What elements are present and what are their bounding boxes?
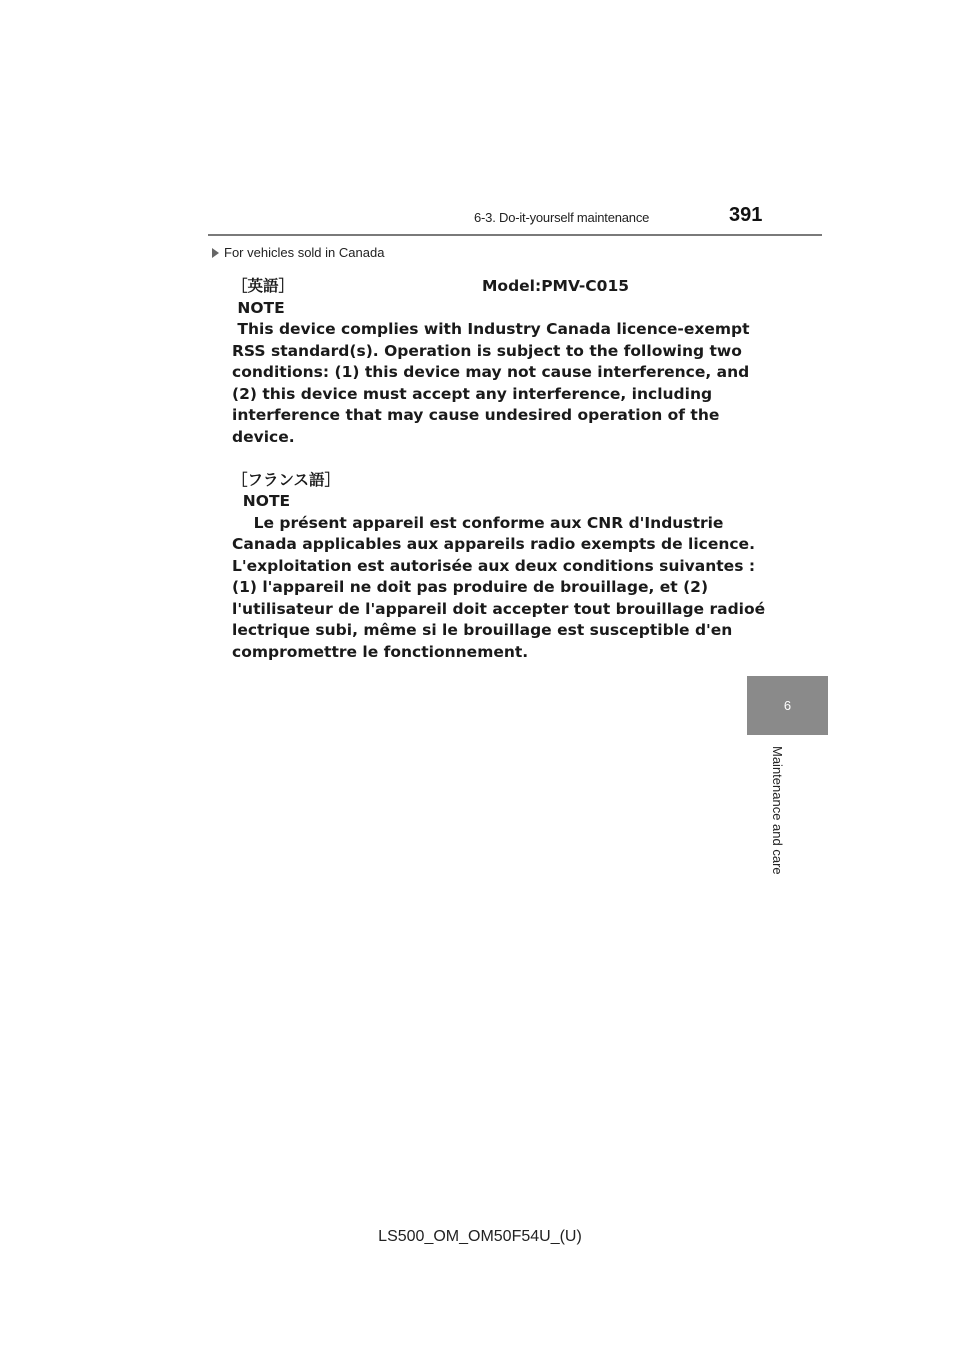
notice-line: Le présent appareil est conforme aux CNR d'Industrie xyxy=(232,513,724,532)
notice-line: lectrique subi, même si le brouillage est susceptible d'en xyxy=(232,621,733,639)
french-heading: ［フランス語］ xyxy=(232,470,341,489)
english-heading: ［英語］ xyxy=(232,277,295,295)
intro-bullet xyxy=(212,245,384,260)
chapter-title: Maintenance and care xyxy=(770,746,785,875)
notice-line: conditions: (1) this device may not cause interference, and xyxy=(232,363,750,381)
document-code: LS500_OM_OM50F54U_(U) xyxy=(378,1228,582,1245)
header-divider xyxy=(208,234,822,236)
page-number: 391 xyxy=(729,204,763,226)
notice-line: (1) l'appareil ne doit pas produire de brouillage, et (2) xyxy=(232,578,709,596)
spacer xyxy=(232,448,732,470)
notice-line: Canada applicables aux appareils radio exempts de licence. xyxy=(232,535,755,553)
notice-line: L'exploitation est autorisée aux deux conditions suivantes : xyxy=(232,556,756,575)
model-number: Model:PMV-C015 xyxy=(482,277,630,295)
notice-line: device. xyxy=(232,427,295,446)
regulatory-notice xyxy=(232,276,766,663)
notice-line: NOTE xyxy=(232,492,291,510)
section-title: 6-3. Do-it-yourself maintenance xyxy=(474,210,650,225)
notice-line: compromettre le fonctionnement. xyxy=(232,642,529,661)
notice-line: l'utilisateur de l'appareil doit accepter tout brouillage radioé xyxy=(232,599,766,618)
notice-line: (2) this device must accept any interference, including xyxy=(232,384,713,403)
chapter-tab: 6 xyxy=(747,676,828,735)
notice-line: NOTE xyxy=(232,298,285,317)
intro-text: For vehicles sold in Canada xyxy=(224,245,385,260)
notice-line: RSS standard(s). Operation is subject to the following two xyxy=(232,341,742,360)
triangle-bullet-icon xyxy=(212,248,219,258)
notice-line: This device complies with Industry Canada licence-exempt xyxy=(232,320,750,338)
english-header-row xyxy=(232,276,732,298)
notice-line: interference that may cause undesired operation of the xyxy=(232,406,720,424)
